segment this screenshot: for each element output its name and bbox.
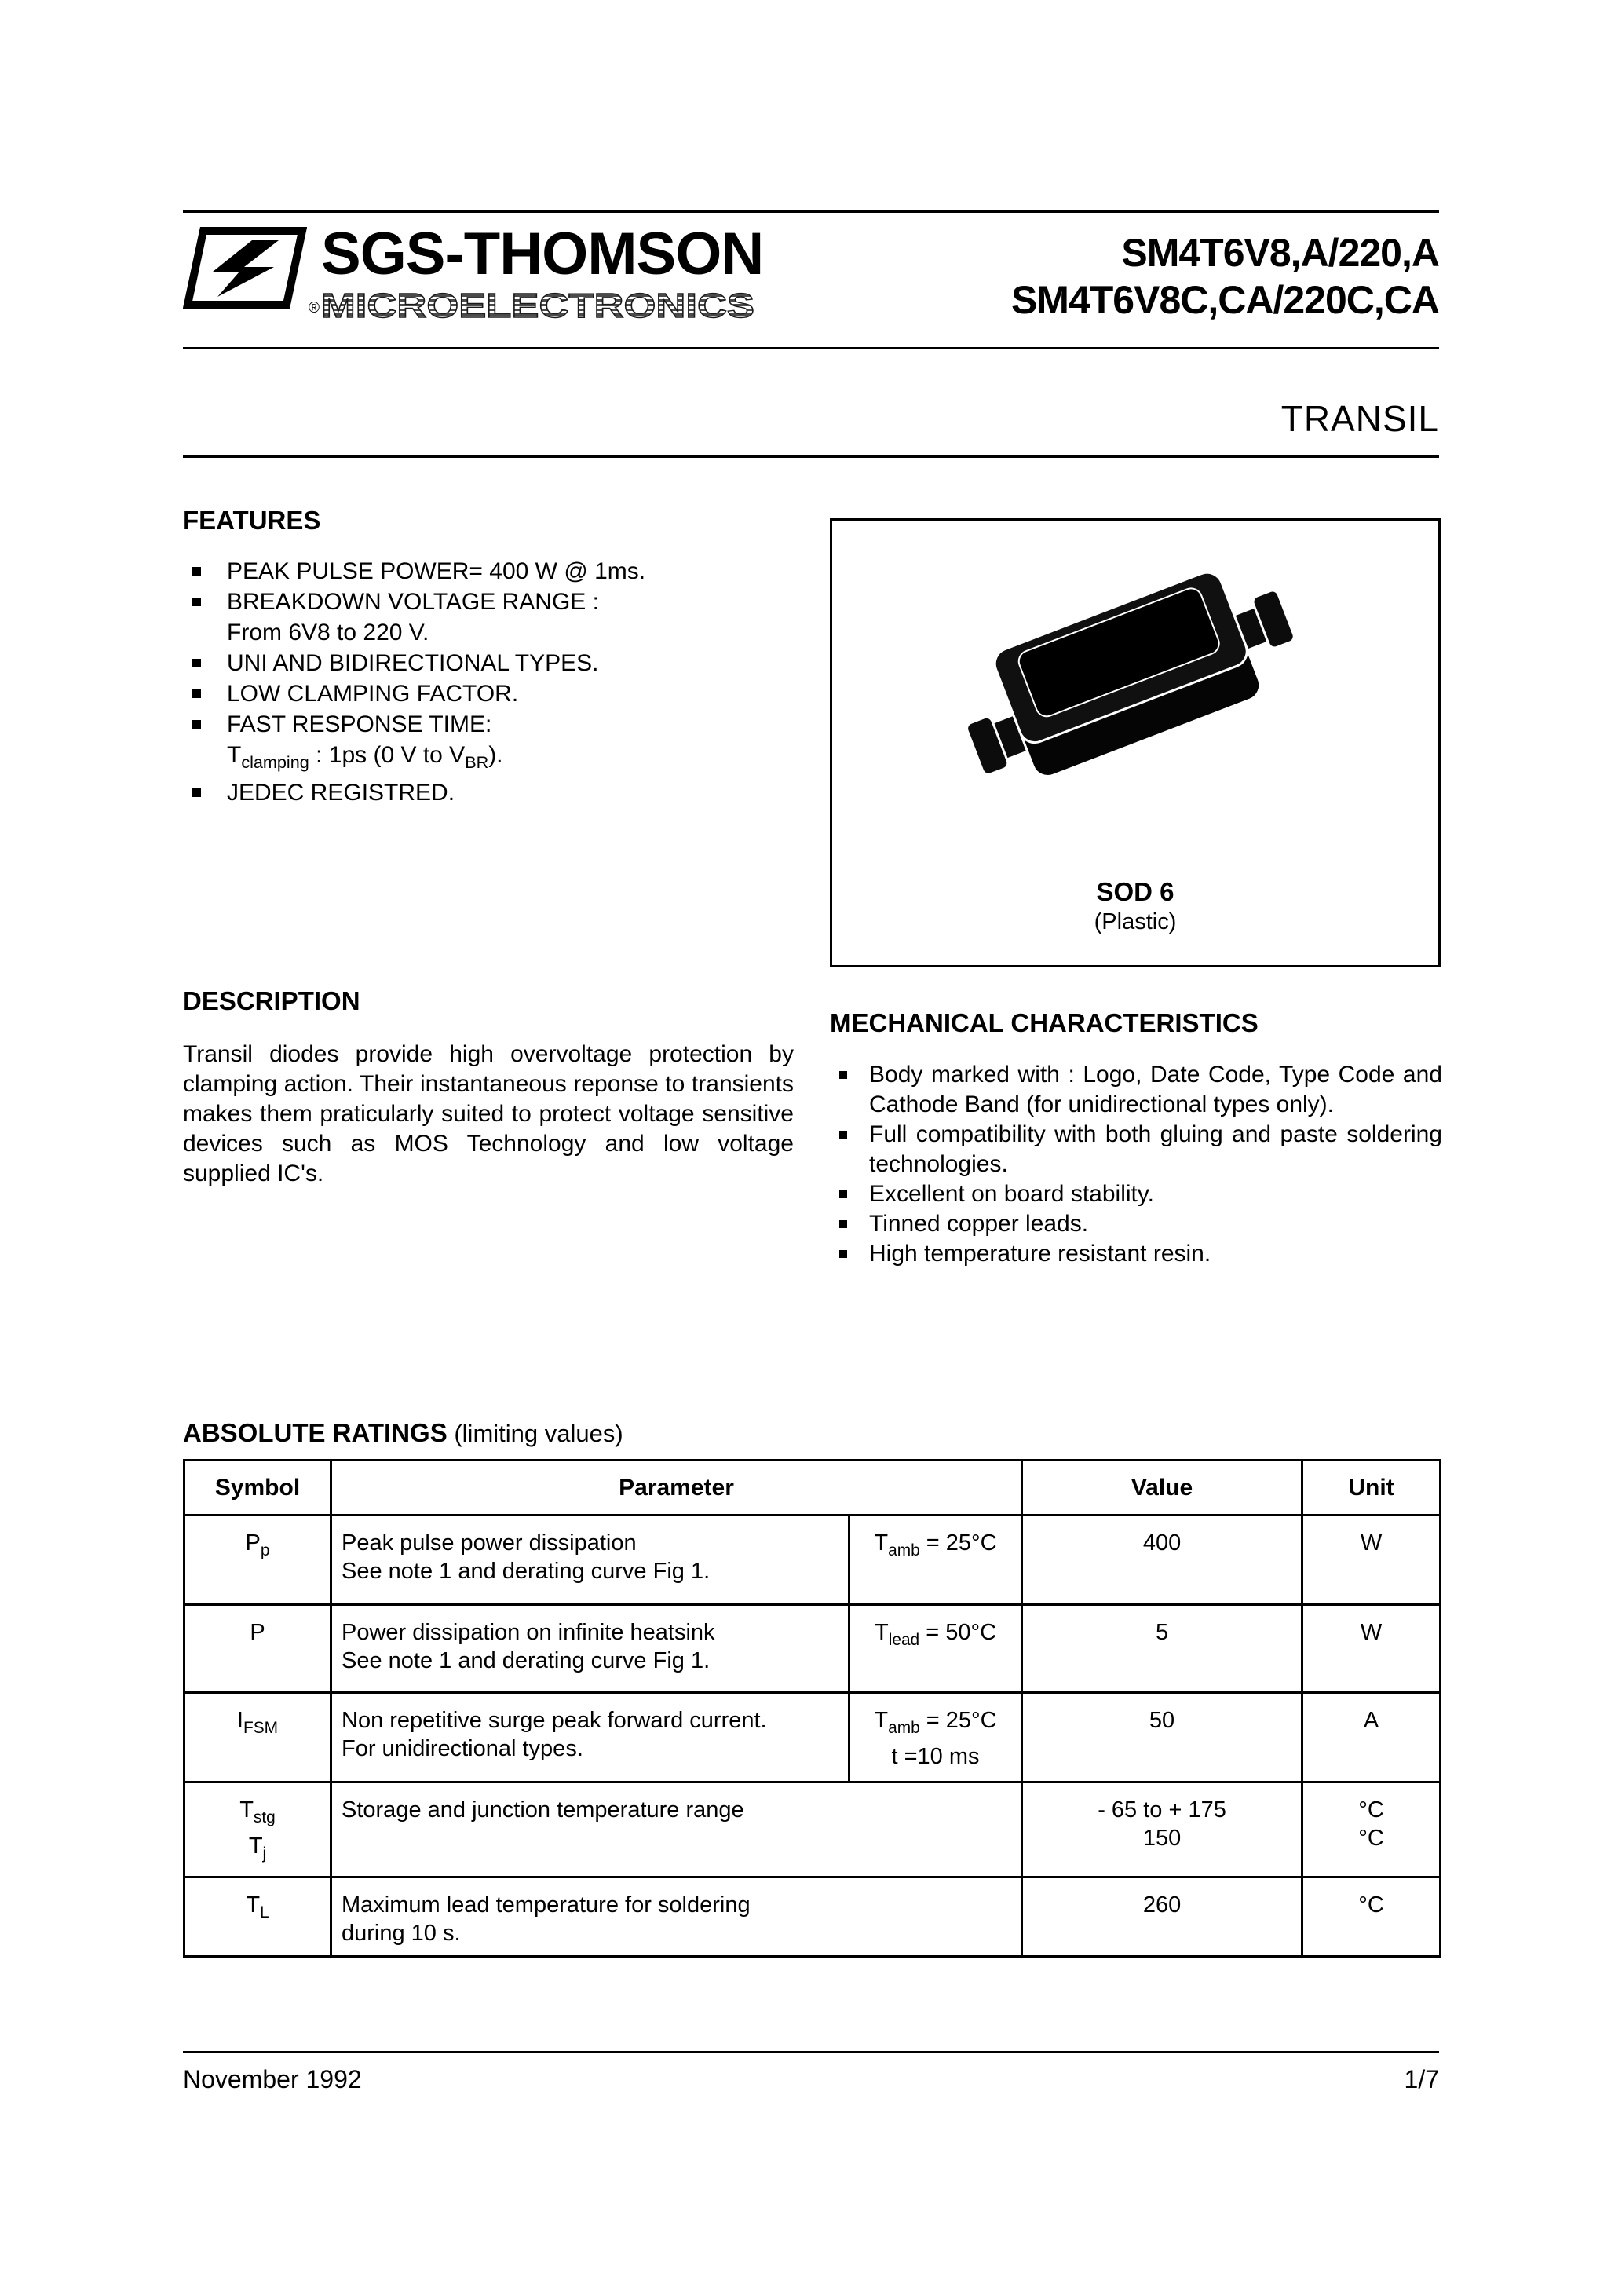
st-logo-icon bbox=[183, 226, 320, 316]
col-header-symbol: Symbol bbox=[184, 1461, 331, 1515]
symbol-subscript: FSM bbox=[243, 1718, 279, 1737]
brand-text bbox=[321, 221, 764, 329]
parameter-cell bbox=[331, 1693, 849, 1782]
registered-mark: ® bbox=[309, 300, 320, 316]
st-logo-graphic bbox=[183, 226, 307, 309]
condition-base: T bbox=[874, 1620, 889, 1645]
features-title: FEATURES bbox=[183, 506, 321, 535]
parameter-line2: For unidirectional types. bbox=[342, 1736, 583, 1761]
mechanical-item-text: Full compatibility with both gluing and paste soldering technologies. bbox=[869, 1121, 1442, 1177]
list-item bbox=[183, 740, 811, 777]
condition-base: T bbox=[874, 1530, 889, 1556]
condition-base: T bbox=[874, 1708, 889, 1733]
symbol-subscript: p bbox=[260, 1541, 270, 1559]
parameter-line1: Storage and junction temperature range bbox=[342, 1797, 744, 1823]
brand-subtitle bbox=[321, 287, 763, 329]
value-cell: 5 bbox=[1022, 1605, 1302, 1693]
condition-cell bbox=[849, 1515, 1022, 1605]
parameter-cell bbox=[331, 1877, 1022, 1956]
absolute-ratings-table bbox=[183, 1459, 1441, 1958]
unit-cell bbox=[1302, 1782, 1441, 1877]
title-rule bbox=[183, 455, 1439, 458]
parameter-line2: during 10 s. bbox=[342, 1920, 461, 1946]
feature-text: JEDEC REGISTRED. bbox=[227, 780, 455, 806]
list-item bbox=[183, 617, 811, 648]
table-row bbox=[184, 1782, 1441, 1877]
footer bbox=[183, 2065, 1439, 2094]
unit-cell: °C bbox=[1302, 1877, 1441, 1956]
parameter-line1: Non repetitive surge peak forward current. bbox=[342, 1708, 767, 1733]
mechanical-section bbox=[830, 1008, 1442, 1269]
parameter-line1: Maximum lead temperature for soldering bbox=[342, 1892, 751, 1918]
footer-date: November 1992 bbox=[183, 2065, 362, 2093]
feature-text: BREAKDOWN VOLTAGE RANGE : bbox=[227, 589, 599, 615]
symbol-base: P bbox=[250, 1620, 265, 1645]
brand-block bbox=[183, 221, 764, 329]
description-section bbox=[183, 986, 794, 1189]
symbol-cell bbox=[184, 1693, 331, 1782]
parameter-line1: Peak pulse power dissipation bbox=[342, 1530, 637, 1556]
symbol-base: T bbox=[246, 1892, 261, 1918]
top-rule bbox=[183, 210, 1439, 213]
condition-subscript: lead bbox=[888, 1630, 920, 1649]
table-row bbox=[184, 1877, 1441, 1956]
table-row bbox=[184, 1605, 1441, 1693]
package-name: SOD 6 bbox=[1096, 877, 1174, 906]
value-cell: 50 bbox=[1022, 1693, 1302, 1782]
value-line2: 150 bbox=[1142, 1826, 1182, 1851]
condition-cell bbox=[849, 1605, 1022, 1693]
symbol-base: I bbox=[236, 1708, 243, 1733]
bullet-icon bbox=[192, 598, 201, 606]
symbol-cell bbox=[184, 1877, 331, 1956]
text-subscript: clamping bbox=[241, 752, 309, 772]
list-item bbox=[183, 678, 811, 709]
feature-text: PEAK PULSE POWER= 400 W @ 1ms. bbox=[227, 558, 646, 584]
mechanical-item-text: High temperature resistant resin. bbox=[869, 1241, 1211, 1267]
symbol-cell bbox=[184, 1515, 331, 1605]
symbol-line1 bbox=[195, 1796, 320, 1832]
symbol-base: P bbox=[245, 1530, 261, 1556]
footer-rule bbox=[183, 2051, 1439, 2053]
list-item bbox=[830, 1239, 1442, 1269]
table-row bbox=[184, 1515, 1441, 1605]
part-number-line2: SM4T6V8C,CA/220C,CA bbox=[1010, 278, 1439, 322]
condition-rest: = 50°C bbox=[919, 1620, 997, 1645]
bullet-icon bbox=[839, 1250, 847, 1258]
unit-line1: °C bbox=[1358, 1797, 1384, 1823]
text-part: T bbox=[227, 742, 242, 768]
features-section bbox=[183, 506, 811, 808]
condition-line2: t =10 ms bbox=[891, 1743, 980, 1769]
list-item bbox=[830, 1120, 1442, 1179]
bullet-icon bbox=[839, 1190, 847, 1198]
part-number-line1: SM4T6V8,A/220,A bbox=[1121, 231, 1439, 275]
feature-subtext: From 6V8 to 220 V. bbox=[227, 620, 429, 645]
bullet-icon bbox=[839, 1071, 847, 1079]
condition-rest: = 25°C bbox=[919, 1530, 997, 1556]
header-rule bbox=[183, 347, 1439, 349]
bullet-icon bbox=[192, 689, 201, 698]
col-header-value: Value bbox=[1022, 1461, 1302, 1515]
feature-subtext bbox=[227, 740, 503, 777]
symbol-line2 bbox=[195, 1832, 320, 1868]
sod6-package-image bbox=[931, 538, 1339, 856]
symbol-base: T bbox=[248, 1833, 263, 1859]
symbol-subscript: L bbox=[260, 1903, 269, 1921]
list-item bbox=[183, 587, 811, 617]
bullet-icon bbox=[192, 720, 201, 729]
symbol-cell bbox=[184, 1605, 331, 1693]
unit-cell: W bbox=[1302, 1605, 1441, 1693]
mechanical-list bbox=[830, 1060, 1442, 1269]
bullet-icon bbox=[839, 1220, 847, 1228]
mechanical-item-text: Body marked with : Logo, Date Code, Type Code and Cathode Band (for unidirectional types only). bbox=[869, 1062, 1442, 1117]
condition-line1 bbox=[860, 1529, 1011, 1565]
description-title: DESCRIPTION bbox=[183, 986, 360, 1015]
parameter-cell bbox=[331, 1782, 1022, 1877]
table-row bbox=[184, 1693, 1441, 1782]
package-box bbox=[830, 518, 1441, 967]
parameter-cell bbox=[331, 1605, 849, 1693]
bullet-icon bbox=[839, 1131, 847, 1139]
parameter-cell bbox=[331, 1515, 849, 1605]
product-type-title: TRANSIL bbox=[1280, 398, 1439, 439]
text-part: : 1ps (0 V to V bbox=[309, 742, 466, 768]
package-drawing bbox=[931, 538, 1339, 852]
value-cell: 260 bbox=[1022, 1877, 1302, 1956]
table-header-row bbox=[184, 1461, 1441, 1515]
condition-subscript: amb bbox=[888, 1541, 920, 1559]
features-list bbox=[183, 556, 811, 808]
list-item bbox=[183, 556, 811, 587]
feature-text: LOW CLAMPING FACTOR. bbox=[227, 681, 519, 707]
mechanical-item-text: Excellent on board stability. bbox=[869, 1181, 1154, 1207]
value-line1: - 65 to + 175 bbox=[1098, 1797, 1226, 1823]
condition-line1 bbox=[860, 1618, 1011, 1654]
text-subscript: BR bbox=[465, 752, 489, 772]
mechanical-title: MECHANICAL CHARACTERISTICS bbox=[830, 1008, 1259, 1037]
list-item bbox=[830, 1209, 1442, 1239]
list-item bbox=[183, 648, 811, 678]
description-body: Transil diodes provide high overvoltage protection by clamping action. Their instantaneous reponse to transients makes them praticularly suited to protect voltage sensitive devices such as MOS Technology and low voltage supplied IC's. bbox=[183, 1041, 794, 1186]
list-item bbox=[183, 777, 811, 808]
unit-cell: A bbox=[1302, 1693, 1441, 1782]
microelectronics-striped-text bbox=[321, 287, 761, 325]
unit-line2: °C bbox=[1358, 1826, 1384, 1851]
condition-subscript: amb bbox=[888, 1718, 920, 1737]
parameter-line1: Power dissipation on infinite heatsink bbox=[342, 1620, 715, 1645]
brand-name: SGS-THOMSON bbox=[321, 221, 764, 287]
text-part: ). bbox=[488, 742, 503, 768]
condition-cell bbox=[849, 1693, 1022, 1782]
ratings-title-suffix: (limiting values) bbox=[447, 1420, 623, 1447]
header bbox=[183, 221, 1439, 329]
footer-page-number: 1/7 bbox=[1404, 2065, 1439, 2093]
part-numbers bbox=[1011, 226, 1439, 324]
feature-text: FAST RESPONSE TIME: bbox=[227, 711, 492, 737]
symbol-subscript: j bbox=[262, 1844, 267, 1863]
absolute-ratings-heading bbox=[183, 1418, 623, 1448]
list-item bbox=[830, 1060, 1442, 1120]
unit-cell: W bbox=[1302, 1515, 1441, 1605]
parameter-line2: See note 1 and derating curve Fig 1. bbox=[342, 1648, 711, 1673]
condition-rest: = 25°C bbox=[919, 1708, 997, 1733]
feature-text: UNI AND BIDIRECTIONAL TYPES. bbox=[227, 650, 599, 676]
symbol-base: T bbox=[239, 1797, 254, 1823]
list-item bbox=[183, 709, 811, 740]
value-cell: 400 bbox=[1022, 1515, 1302, 1605]
value-cell bbox=[1022, 1782, 1302, 1877]
condition-line1 bbox=[860, 1706, 1011, 1742]
bullet-icon bbox=[192, 788, 201, 797]
list-item bbox=[830, 1179, 1442, 1209]
package-material: (Plastic) bbox=[1094, 909, 1177, 934]
brand-subtitle-text: MICROELECTRONICS bbox=[321, 287, 754, 326]
col-header-unit: Unit bbox=[1302, 1461, 1441, 1515]
mechanical-item-text: Tinned copper leads. bbox=[869, 1211, 1089, 1237]
symbol-cell bbox=[184, 1782, 331, 1877]
bullet-icon bbox=[192, 659, 201, 667]
ratings-title: ABSOLUTE RATINGS bbox=[183, 1418, 448, 1447]
bullet-icon bbox=[192, 567, 201, 576]
parameter-line2: See note 1 and derating curve Fig 1. bbox=[342, 1559, 711, 1584]
col-header-parameter: Parameter bbox=[331, 1461, 1022, 1515]
symbol-subscript: stg bbox=[253, 1808, 276, 1826]
